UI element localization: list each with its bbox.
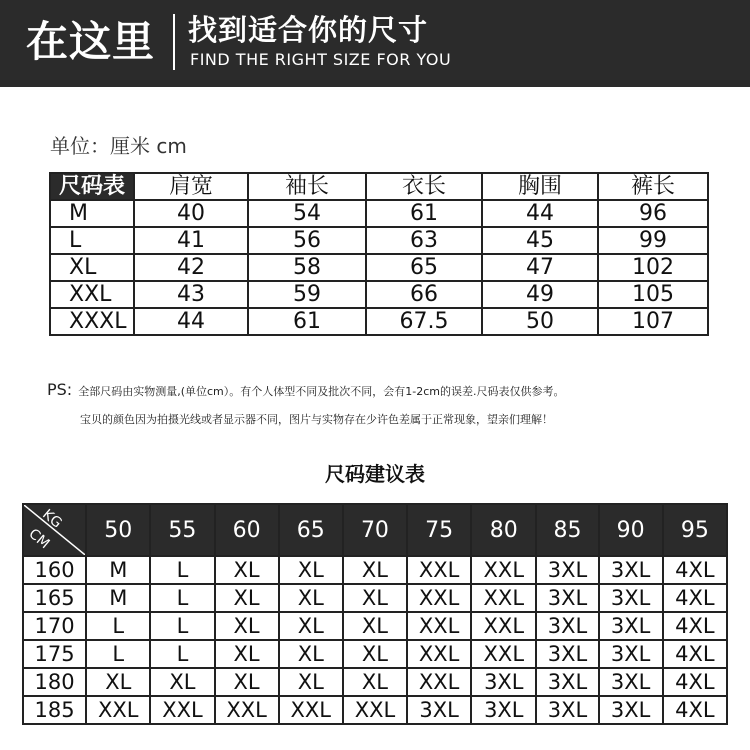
recommended-size-cell: 3XL <box>599 668 663 696</box>
weight-header-cell: 90 <box>599 504 663 556</box>
recommended-size-cell: XL <box>150 668 214 696</box>
measurement-cell: 45 <box>482 227 598 254</box>
measurement-cell: 49 <box>482 281 598 308</box>
size-table-row <box>50 308 708 335</box>
banner-title-en: FIND THE RIGHT SIZE FOR YOU <box>190 50 452 69</box>
recommended-size-cell: 3XL <box>536 668 598 696</box>
recommended-size-cell: XXL <box>215 696 279 724</box>
measurement-cell: 65 <box>366 254 482 281</box>
recommended-size-cell: 3XL <box>599 640 663 668</box>
recommended-size-cell: L <box>150 640 214 668</box>
recommended-size-cell: 3XL <box>536 584 598 612</box>
recommended-size-cell: L <box>86 640 150 668</box>
weight-header-cell: 85 <box>536 504 598 556</box>
recommended-size-cell: 3XL <box>599 556 663 584</box>
size-table-header-cell: 裤长 <box>598 173 708 200</box>
recommended-size-cell: XXL <box>86 696 150 724</box>
recommended-size-cell: 4XL <box>663 696 727 724</box>
weight-header-cell: 60 <box>215 504 279 556</box>
measurement-cell: 96 <box>598 200 708 227</box>
recommended-size-cell: 3XL <box>536 556 598 584</box>
height-cell: 165 <box>23 584 86 612</box>
note-line-2: 宝贝的颜色因为拍摄光线或者显示器不同，图片与实物存在少许色差属于正常现象，望亲们理解！ <box>80 413 553 426</box>
size-table <box>49 172 709 336</box>
corner-cell <box>23 504 86 556</box>
recommended-size-cell: XL <box>215 668 279 696</box>
recommended-size-cell: XL <box>279 556 343 584</box>
recommended-size-cell: XL <box>279 668 343 696</box>
recommended-size-cell: XXL <box>407 640 471 668</box>
recommended-size-cell: XL <box>343 556 407 584</box>
recommended-size-cell: L <box>150 584 214 612</box>
banner-divider <box>173 14 175 70</box>
size-label-cell: XXL <box>50 281 134 308</box>
unit-label: 单位：厘米 cm <box>50 134 187 158</box>
size-table-row <box>50 254 708 281</box>
recommended-size-cell: XL <box>343 640 407 668</box>
size-label-cell: M <box>50 200 134 227</box>
banner-main-text: 在这里 <box>26 17 156 66</box>
recommended-size-cell: XL <box>279 584 343 612</box>
recommended-size-cell: XXL <box>279 696 343 724</box>
weight-header-cell: 95 <box>663 504 727 556</box>
recommended-size-cell: 3XL <box>536 612 598 640</box>
recommended-size-cell: XXL <box>407 668 471 696</box>
recommended-size-cell: XL <box>215 556 279 584</box>
weight-header-cell: 65 <box>279 504 343 556</box>
size-table-header-cell: 胸围 <box>482 173 598 200</box>
recommend-table-row <box>23 696 727 724</box>
recommended-size-cell: M <box>86 584 150 612</box>
measurement-cell: 66 <box>366 281 482 308</box>
recommend-table-row <box>23 612 727 640</box>
recommended-size-cell: XL <box>215 612 279 640</box>
recommended-size-cell: XL <box>86 668 150 696</box>
recommended-size-cell: L <box>150 612 214 640</box>
recommended-size-cell: 4XL <box>663 668 727 696</box>
size-table-header-row <box>50 173 708 200</box>
recommended-size-cell: XL <box>343 612 407 640</box>
recommended-size-cell: XXL <box>471 612 536 640</box>
recommended-size-cell: 3XL <box>407 696 471 724</box>
measurement-cell: 43 <box>134 281 248 308</box>
recommended-size-cell: 4XL <box>663 640 727 668</box>
size-table-row <box>50 227 708 254</box>
height-cell: 175 <box>23 640 86 668</box>
measurement-cell: 59 <box>248 281 366 308</box>
weight-header-cell: 55 <box>150 504 214 556</box>
recommended-size-cell: XXL <box>150 696 214 724</box>
weight-header-cell: 50 <box>86 504 150 556</box>
height-cell: 180 <box>23 668 86 696</box>
recommended-size-cell: XL <box>215 640 279 668</box>
recommended-size-cell: XXL <box>471 556 536 584</box>
measurement-cell: 42 <box>134 254 248 281</box>
measurement-cell: 61 <box>366 200 482 227</box>
header-banner <box>0 0 750 87</box>
recommend-table <box>22 503 728 725</box>
banner-title-zh: 找到适合你的尺寸 <box>188 13 429 47</box>
recommended-size-cell: XXL <box>471 640 536 668</box>
recommended-size-cell: 3XL <box>599 584 663 612</box>
weight-header-cell: 75 <box>407 504 471 556</box>
recommended-size-cell: 3XL <box>471 696 536 724</box>
measurement-cell: 41 <box>134 227 248 254</box>
recommended-size-cell: XL <box>279 640 343 668</box>
measurement-cell: 58 <box>248 254 366 281</box>
recommend-table-row <box>23 668 727 696</box>
height-cell: 170 <box>23 612 86 640</box>
height-cell: 160 <box>23 556 86 584</box>
recommended-size-cell: XXL <box>407 556 471 584</box>
size-table-header-cell: 衣长 <box>366 173 482 200</box>
height-cell: 185 <box>23 696 86 724</box>
recommended-size-cell: 3XL <box>536 640 598 668</box>
measurement-cell: 54 <box>248 200 366 227</box>
measurement-cell: 50 <box>482 308 598 335</box>
corner-kg-label: KG <box>39 506 65 532</box>
size-table-header-cell: 袖长 <box>248 173 366 200</box>
measurement-cell: 63 <box>366 227 482 254</box>
recommended-size-cell: XXL <box>407 584 471 612</box>
recommend-table-title: 尺码建议表 <box>325 462 425 486</box>
measurement-cell: 44 <box>134 308 248 335</box>
size-label-cell: XL <box>50 254 134 281</box>
measurement-cell: 67.5 <box>366 308 482 335</box>
size-table-row <box>50 200 708 227</box>
measurement-cell: 107 <box>598 308 708 335</box>
size-table-row <box>50 281 708 308</box>
measurement-cell: 56 <box>248 227 366 254</box>
recommended-size-cell: XXL <box>471 584 536 612</box>
measurement-cell: 105 <box>598 281 708 308</box>
recommended-size-cell: 3XL <box>599 612 663 640</box>
recommended-size-cell: L <box>86 612 150 640</box>
recommended-size-cell: XL <box>343 668 407 696</box>
measurement-cell: 47 <box>482 254 598 281</box>
note-text-1: 全部尺码由实物测量,(单位cm）。有个人体型不同及批次不同，会有1-2cm的误差.尺码表仅供参考。 <box>78 385 565 398</box>
recommended-size-cell: XL <box>343 584 407 612</box>
recommended-size-cell: 4XL <box>663 584 727 612</box>
size-label-cell: L <box>50 227 134 254</box>
recommend-table-row <box>23 556 727 584</box>
weight-header-cell: 80 <box>471 504 536 556</box>
size-label-cell: XXXL <box>50 308 134 335</box>
recommended-size-cell: 4XL <box>663 556 727 584</box>
recommended-size-cell: XXL <box>343 696 407 724</box>
weight-header-cell: 70 <box>343 504 407 556</box>
measurement-cell: 40 <box>134 200 248 227</box>
ps-label: PS: <box>47 380 73 399</box>
measurement-cell: 102 <box>598 254 708 281</box>
size-table-header-cell: 肩宽 <box>134 173 248 200</box>
recommended-size-cell: 3XL <box>536 696 598 724</box>
note-line-1 <box>47 381 564 401</box>
size-table-corner-header: 尺码表 <box>50 173 134 200</box>
recommended-size-cell: 4XL <box>663 612 727 640</box>
recommended-size-cell: XXL <box>407 612 471 640</box>
measurement-cell: 44 <box>482 200 598 227</box>
measurement-cell: 99 <box>598 227 708 254</box>
recommended-size-cell: XL <box>279 612 343 640</box>
corner-cm-label: CM <box>25 525 53 553</box>
recommended-size-cell: 3XL <box>471 668 536 696</box>
recommend-table-row <box>23 640 727 668</box>
recommend-table-row <box>23 584 727 612</box>
measurement-cell: 61 <box>248 308 366 335</box>
recommended-size-cell: 3XL <box>599 696 663 724</box>
recommended-size-cell: XL <box>215 584 279 612</box>
recommended-size-cell: L <box>150 556 214 584</box>
recommended-size-cell: M <box>86 556 150 584</box>
